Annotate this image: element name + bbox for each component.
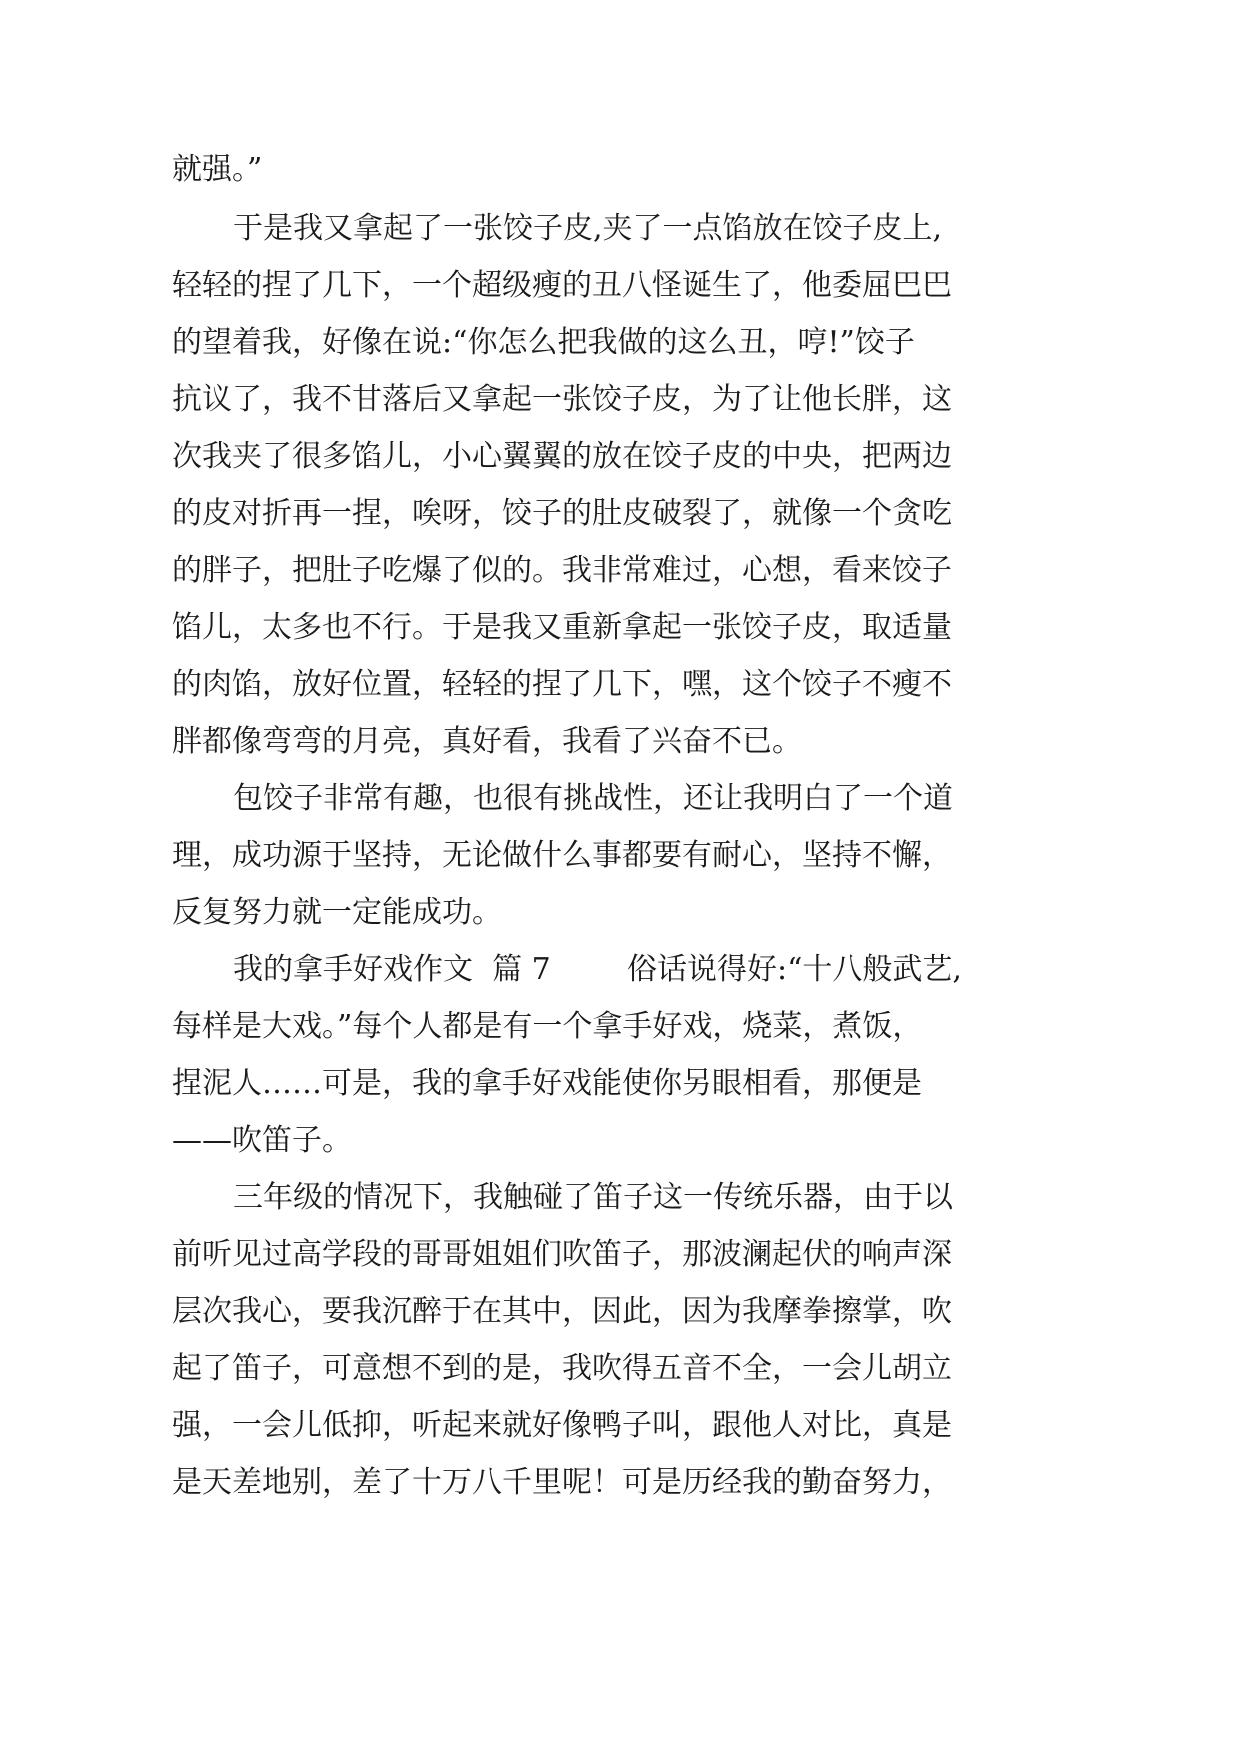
text-line: 捏泥人……可是，我的拿手好戏能使你另眼相看，那便是 — [172, 1066, 922, 1101]
text-line: 抗议了，我不甘落后又拿起一张饺子皮，为了让他长胖，这 — [172, 382, 952, 417]
text-line: 起了笛子，可意想不到的是，我吹得五音不全，一会儿胡立 — [172, 1351, 952, 1386]
text-line: 次我夹了很多馅儿，小心翼翼的放在饺子皮的中央，把两边 — [172, 439, 952, 474]
text-line: 的肉馅，放好位置，轻轻的捏了几下，嘿，这个饺子不瘦不 — [172, 667, 952, 702]
text-line: 的胖子，把肚子吃爆了似的。我非常难过，心想，看来饺子 — [172, 553, 952, 588]
text-line: 的皮对折再一捏，唉呀，饺子的肚皮破裂了，就像一个贪吃 — [172, 496, 952, 531]
text-line: 层次我心，要我沉醉于在其中，因此，因为我摩拳擦掌，吹 — [172, 1294, 952, 1329]
text-line: 我的拿手好戏作文 篇 7 俗话说得好:“十八般武艺, — [233, 952, 962, 987]
text-line: ——吹笛子。 — [172, 1123, 352, 1158]
text-line: 前听见过高学段的哥哥姐姐们吹笛子，那波澜起伏的响声深 — [172, 1237, 952, 1272]
text-line: 强，一会儿低抑，听起来就好像鸭子叫，跟他人对比，真是 — [172, 1408, 952, 1443]
text-line: 是天差地别，差了十万八千里呢！可是历经我的勤奋努力， — [172, 1465, 952, 1500]
text-line: 馅儿，太多也不行。于是我又重新拿起一张饺子皮，取适量 — [172, 610, 952, 645]
text-line: 三年级的情况下，我触碰了笛子这一传统乐器，由于以 — [233, 1180, 953, 1215]
text-line: 的望着我，好像在说:“你怎么把我做的这么丑，哼!”饺子 — [172, 325, 915, 360]
text-line: 包饺子非常有趣，也很有挑战性，还让我明白了一个道 — [233, 781, 953, 816]
text-line: 反复努力就一定能成功。 — [172, 895, 502, 930]
text-line: 每样是大戏。”每个人都是有一个拿手好戏，烧菜，煮饭， — [172, 1009, 923, 1044]
text-line: 轻轻的捏了几下，一个超级瘦的丑八怪诞生了，他委屈巴巴 — [172, 268, 952, 303]
text-line: 理，成功源于坚持，无论做什么事都要有耐心，坚持不懈， — [172, 838, 952, 873]
text-line: 就强。” — [172, 152, 263, 187]
text-line: 胖都像弯弯的月亮，真好看，我看了兴奋不已。 — [172, 724, 802, 759]
text-line: 于是我又拿起了一张饺子皮,夹了一点馅放在饺子皮上, — [233, 211, 943, 246]
